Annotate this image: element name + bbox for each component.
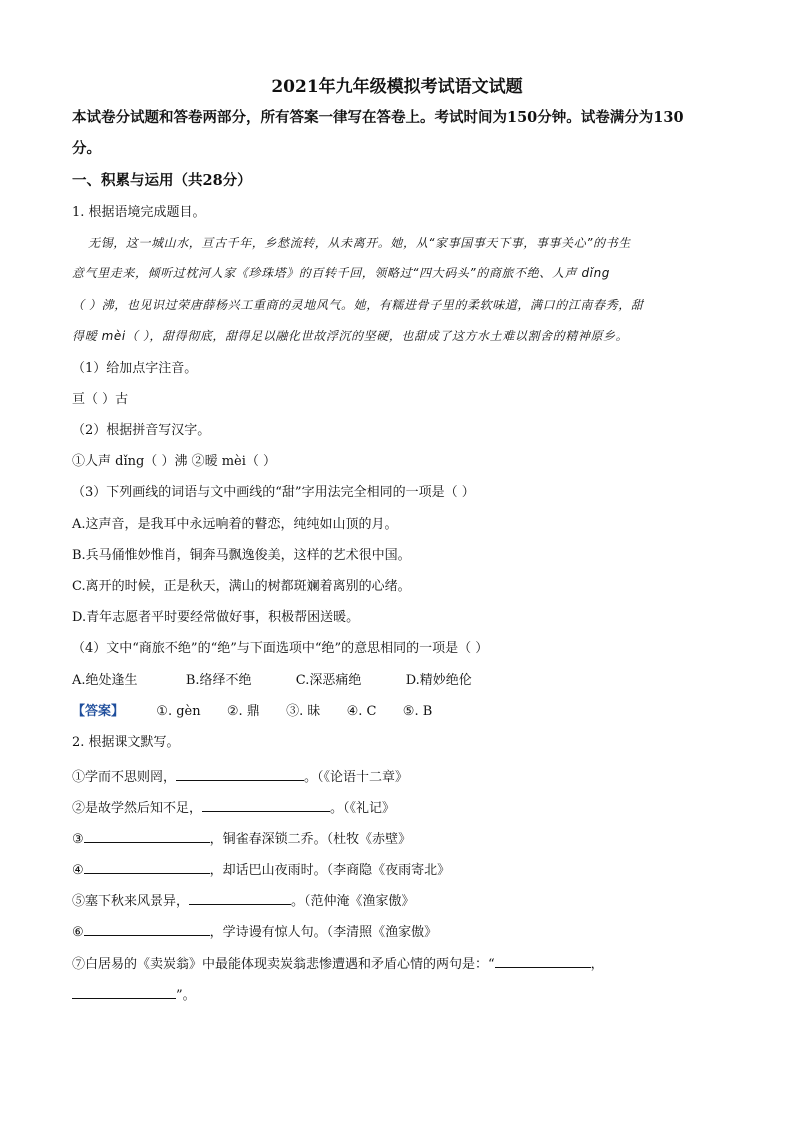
intro-line-2: 分。 — [72, 140, 101, 157]
recite-item-2-post: 。（《礼记》 — [330, 801, 396, 816]
exam-title: 2021年九年级模拟考试语文试题 — [271, 77, 523, 97]
sub-question-1: （1）给加点字注音。 — [72, 361, 198, 376]
intro-line-1: 本试卷分试题和答卷两部分，所有答案一律写在答卷上。考试时间为150分钟。试卷满分为130 — [72, 109, 684, 126]
option-4b: B.络绎不绝 — [185, 673, 252, 688]
option-4a: A.绝处逢生 — [72, 673, 138, 688]
recite-item-2-pre: ②是故学然后知不足， — [72, 801, 203, 816]
recite-item-1-pre: ①学而不思则罔， — [72, 770, 177, 785]
recite-item-4-post: ，却话巴山夜雨时。（李商隐《夜雨寄北》 — [209, 863, 451, 878]
recite-item-6-post: ，学诗谩有惊人句。（李清照《渔家傲》 — [209, 925, 438, 940]
passage-line-2: 意气里走来，倾听过枕河人家《珍珠塔》的百转千回，领略过“四大码头”的商旅不绝、人声 dǐng — [72, 266, 611, 280]
recite-item-4-pre: ④ — [72, 863, 84, 878]
recite-item-5 — [72, 890, 415, 911]
recite-item-7 — [72, 953, 604, 974]
recite-item-7-post: ”。 — [176, 988, 196, 1003]
option-4c: C.深恶痛绝 — [295, 673, 362, 688]
sub-question-4: （4）文中“商旅不绝”的“绝”与下面选项中“绝”的意思相同的一项是（ ） — [72, 641, 489, 656]
answer-blank[interactable] — [72, 984, 176, 999]
recite-item-6 — [72, 921, 437, 942]
answer-blank[interactable] — [84, 828, 210, 843]
answer-1: ①. gèn — [156, 704, 201, 719]
sub-question-4-options — [72, 672, 472, 690]
option-4d: D.精妙绝伦 — [405, 673, 472, 688]
sub-question-1-item: 亘（ ）古 — [72, 392, 129, 407]
answer-row — [72, 703, 432, 721]
question-1-stem: 1. 根据语境完成题目。 — [72, 205, 206, 220]
option-c: C.离开的时候，正是秋天，满山的树都斑斓着离别的心绪。 — [72, 579, 411, 594]
recite-item-1 — [72, 766, 408, 787]
answer-blank[interactable] — [84, 921, 210, 936]
answer-4: ④. C — [346, 704, 377, 719]
sub-question-2-item: ①人声 dǐng（ ）沸 ②暧 mèi（ ） — [72, 454, 277, 469]
sub-question-3: （3）下列画线的词语与文中画线的“甜”字用法完全相同的一项是（ ） — [72, 485, 475, 500]
option-b: B.兵马俑惟妙惟肖，铜奔马飘逸俊美，这样的艺术很中国。 — [72, 548, 411, 563]
sub-question-2: （2）根据拼音写汉字。 — [72, 423, 211, 438]
recite-item-3-pre: ③ — [72, 832, 84, 847]
answer-label: 【答案】 — [72, 704, 125, 719]
section-heading: 一、积累与运用（共28分） — [72, 172, 252, 189]
answer-blank[interactable] — [176, 766, 304, 781]
recite-item-6-pre: ⑥ — [72, 925, 84, 940]
passage-line-1: 无锡，这一城山水，亘古千年，乡愁流转，从未离开。她，从“家事国事天下事，事事关心”的书生 — [88, 236, 631, 250]
recite-item-3 — [72, 828, 411, 849]
recite-item-2 — [72, 797, 395, 818]
recite-item-5-pre: ⑤塞下秋来风景异， — [72, 894, 190, 909]
passage-line-4: 得暧 mèi（ ），甜得彻底，甜得足以融化世故浮沉的坚硬，也甜成了这方水土难以割舍的精神原乡。 — [72, 329, 629, 343]
question-2-stem: 2. 根据课文默写。 — [72, 735, 180, 750]
passage-line-3: （ ）沸，也见识过荣唐薛杨兴工重商的灵地风气。她，有糯进骨子里的柔软味道，满口的江南春秀，甜 — [72, 298, 644, 312]
recite-item-4 — [72, 859, 450, 880]
answer-blank[interactable] — [189, 890, 291, 905]
answer-blank[interactable] — [84, 859, 210, 874]
recite-item-7-cont — [72, 984, 196, 1005]
answer-5: ⑤. B — [402, 704, 433, 719]
answer-3: ③. 昧 — [286, 704, 321, 719]
recite-item-7-mid: ， — [590, 957, 604, 972]
answer-blank[interactable] — [495, 953, 591, 968]
answer-2: ②. 鼎 — [226, 704, 260, 719]
option-d: D.青年志愿者平时要经常做好事，积极帮困送暖。 — [72, 610, 360, 625]
recite-item-1-post: 。（《论语十二章》 — [304, 770, 409, 785]
recite-item-3-post: ，铜雀春深锁二乔。（杜牧《赤壁》 — [209, 832, 412, 847]
answer-blank[interactable] — [202, 797, 330, 812]
recite-item-5-post: 。（范仲淹《渔家傲》 — [291, 894, 415, 909]
option-a: A.这声音，是我耳中永远响着的瞽恋，纯纯如山顶的月。 — [72, 517, 398, 532]
recite-item-7-pre: ⑦白居易的《卖炭翁》中最能体现卖炭翁悲惨遭遇和矛盾心情的两句是：“ — [72, 957, 495, 972]
